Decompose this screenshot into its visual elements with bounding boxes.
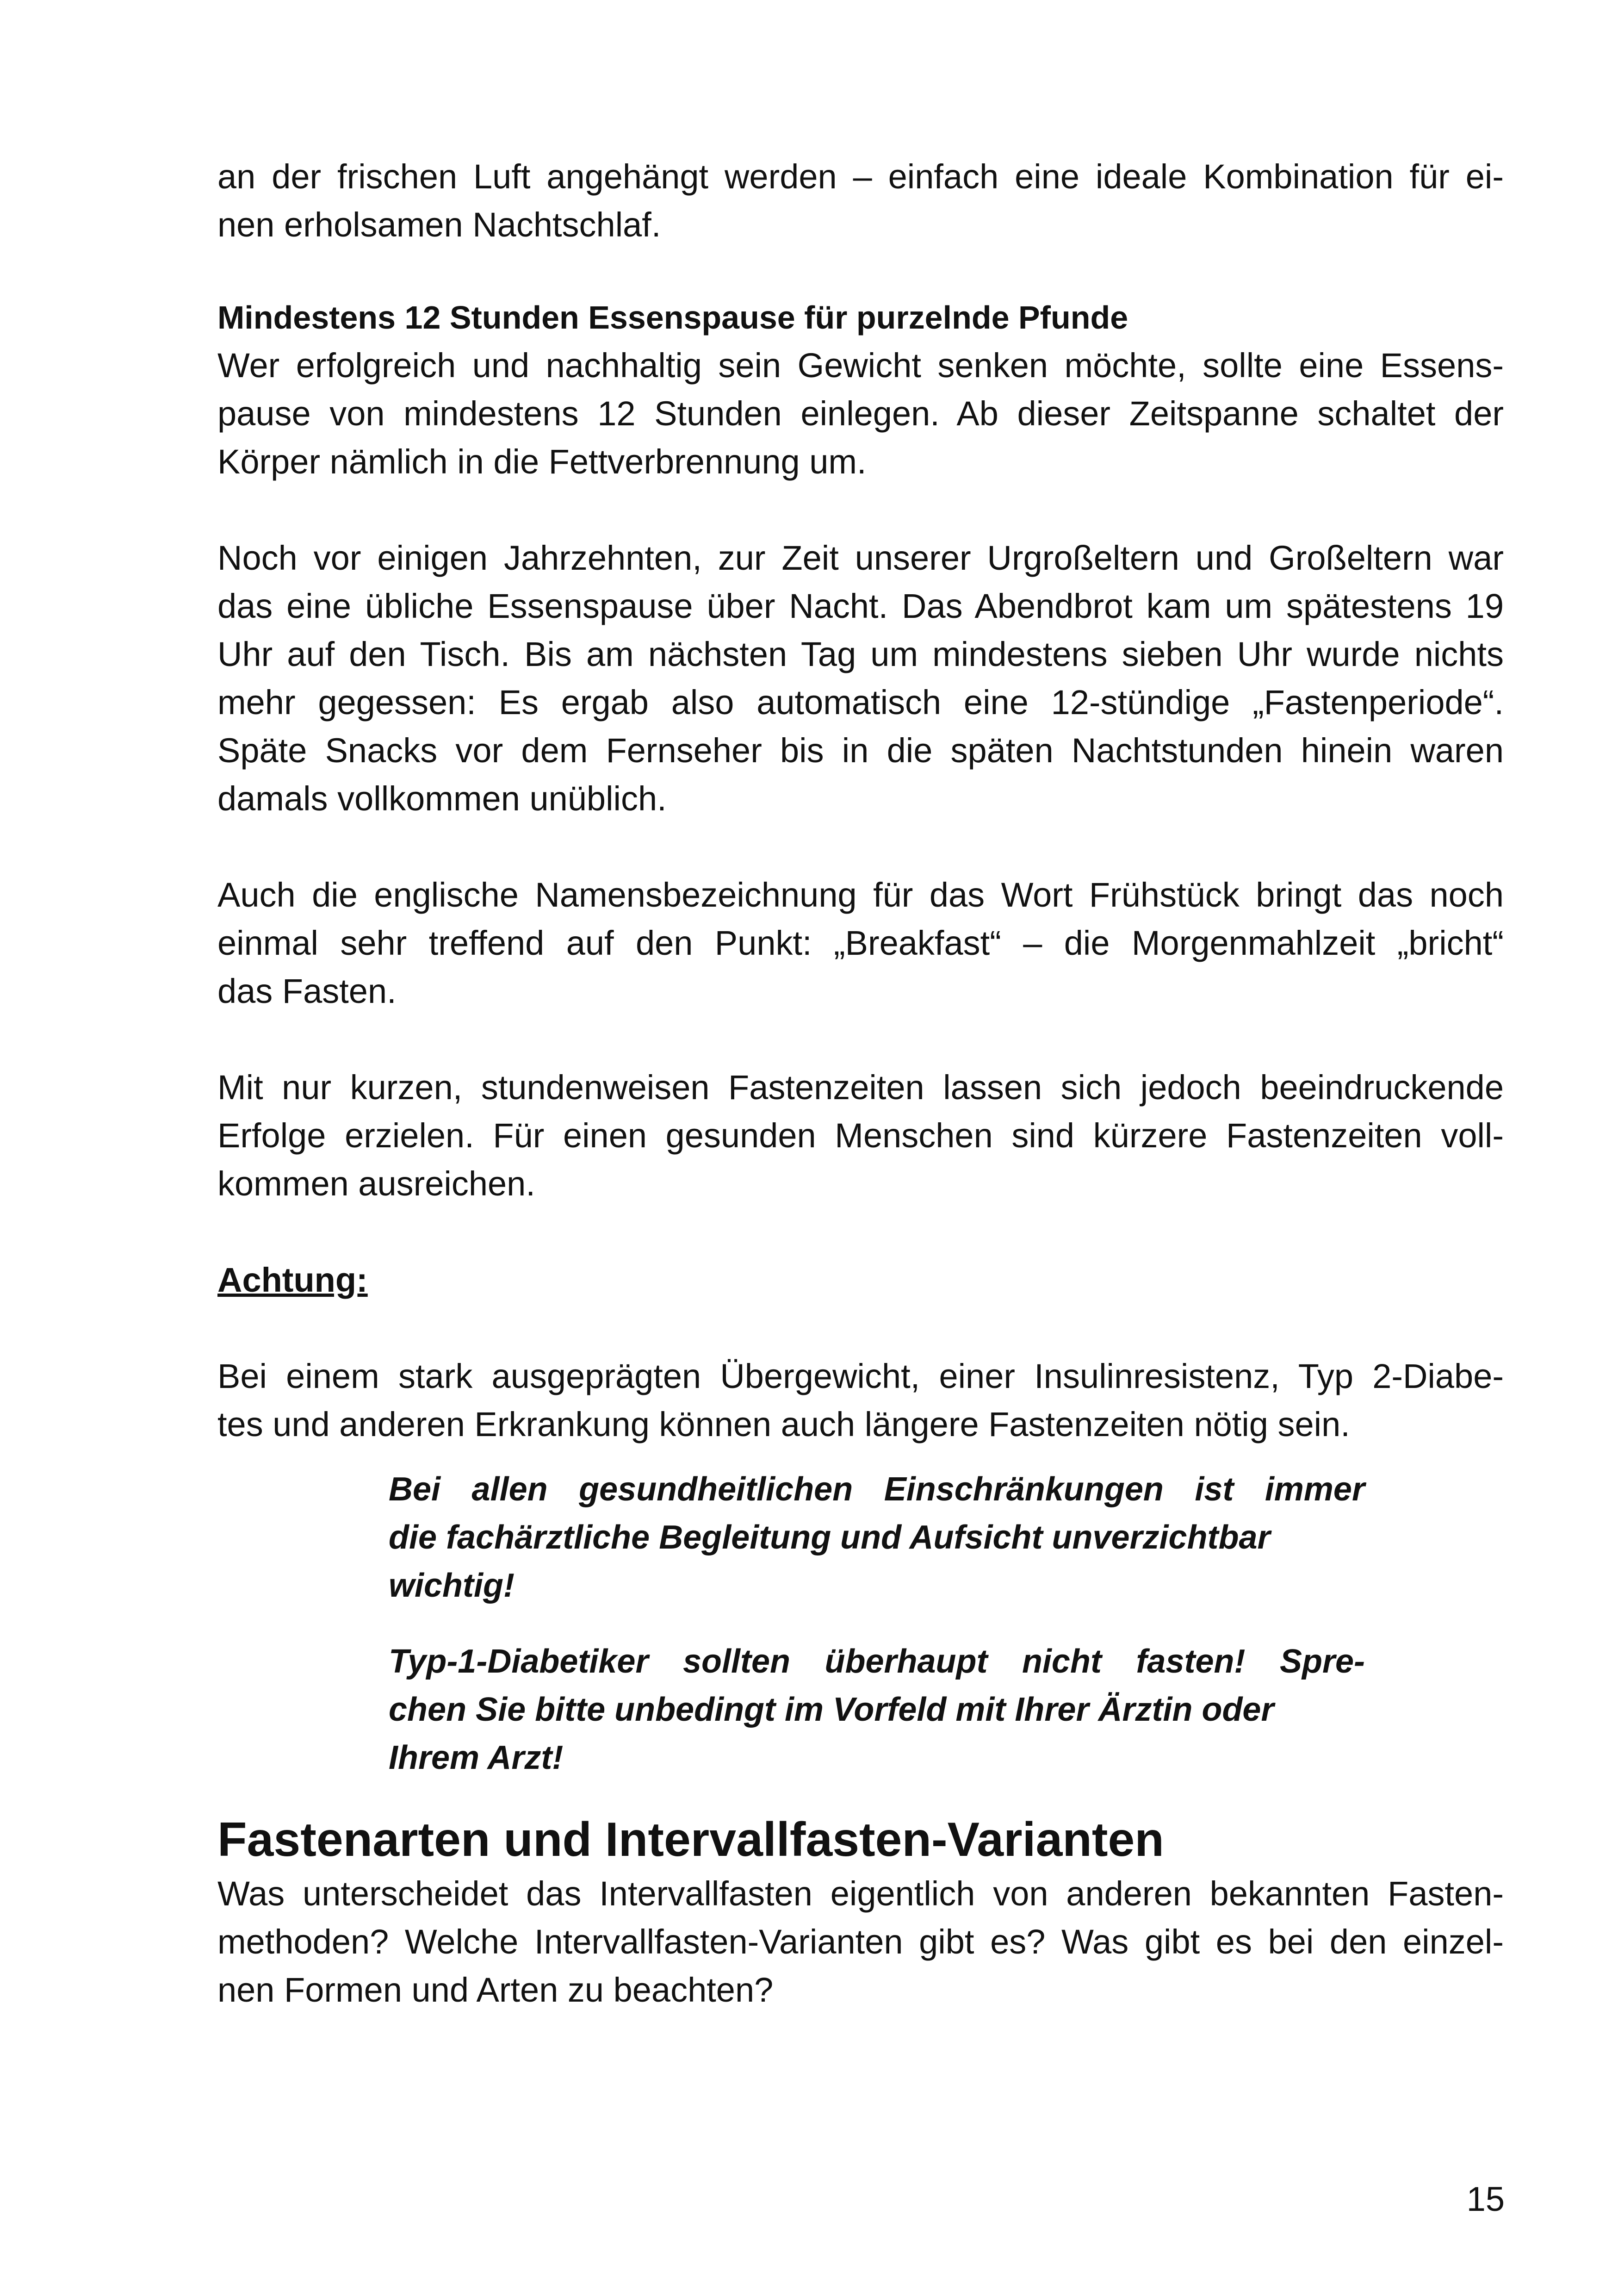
text-line: Typ-1-Diabetiker sollten überhaupt nicht fasten! Spre-	[389, 1643, 1365, 1680]
page-number: 15	[1466, 2180, 1505, 2218]
text-line: chen Sie bitte unbedingt im Vorfeld mit Ihrer Ärztin oder	[389, 1691, 1274, 1728]
subheading: Mindestens 12 Stunden Essenspause für purzelnde Pfunde	[217, 299, 1128, 336]
text-line: pause von mindestens 12 Stunden einlegen. Ab dieser Zeitspanne schaltet der	[217, 394, 1504, 433]
text-line: Mit nur kurzen, stundenweisen Fastenzeiten lassen sich jedoch beeindruckende	[217, 1068, 1504, 1107]
text-line: Uhr auf den Tisch. Bis am nächsten Tag um mindestens sieben Uhr wurde nichts	[217, 635, 1504, 673]
paragraph	[217, 534, 1504, 823]
text-line: Bei allen gesundheitlichen Einschränkungen ist immer	[389, 1471, 1365, 1508]
text-line: das Fasten.	[217, 972, 397, 1010]
text-line: damals vollkommen unüblich.	[217, 779, 667, 818]
text-line: die fachärztliche Begleitung und Aufsicht unverzichtbar	[389, 1519, 1271, 1556]
text-line: an der frischen Luft angehängt werden – einfach eine ideale Kombination für ei-	[217, 157, 1504, 196]
text-line: nen Formen und Arten zu beachten?	[217, 1971, 774, 2009]
text-line: Bei einem stark ausgeprägten Übergewicht, einer Insulinresistenz, Typ 2-Diabe-	[217, 1357, 1504, 1395]
text-line: mehr gegessen: Es ergab also automatisch eine 12-stündige „Fastenperiode“.	[217, 683, 1504, 722]
paragraph	[217, 871, 1504, 1015]
warning-note	[389, 1637, 1365, 1782]
section-heading: Fastenarten und Intervallfasten-Varianten	[217, 1813, 1164, 1867]
paragraph	[217, 1064, 1504, 1208]
text-line: Was unterscheidet das Intervallfasten eigentlich von anderen bekannten Fasten-	[217, 1874, 1504, 1913]
text-line: kommen ausreichen.	[217, 1164, 535, 1203]
text-line: einmal sehr treffend auf den Punkt: „Breakfast“ – die Morgenmahlzeit „bricht“	[217, 924, 1504, 962]
text-line: das eine übliche Essenspause über Nacht. Das Abendbrot kam um spätestens 19	[217, 587, 1504, 625]
text-line: tes und anderen Erkrankung können auch längere Fastenzeiten nötig sein.	[217, 1405, 1350, 1444]
paragraph	[217, 342, 1504, 486]
text-line: methoden? Welche Intervallfasten-Varianten gibt es? Was gibt es bei den einzel-	[217, 1923, 1504, 1961]
paragraph	[217, 1352, 1504, 1449]
text-line: Noch vor einigen Jahrzehnten, zur Zeit unserer Urgroßeltern und Großeltern war	[217, 539, 1504, 577]
warning-label: Achtung:	[217, 1261, 368, 1299]
warning-note	[389, 1465, 1365, 1610]
continuation-paragraph	[217, 153, 1504, 249]
paragraph	[217, 1870, 1504, 2014]
text-line: Erfolge erzielen. Für einen gesunden Menschen sind kürzere Fastenzeiten voll-	[217, 1116, 1504, 1155]
text-line: wichtig!	[389, 1567, 515, 1604]
warning-block	[389, 1465, 1365, 1782]
text-line: Späte Snacks vor dem Fernseher bis in die späten Nachtstunden hinein waren	[217, 731, 1504, 770]
text-line: Wer erfolgreich und nachhaltig sein Gewicht senken möchte, sollte eine Essens-	[217, 346, 1504, 385]
text-line: nen erholsamen Nachtschlaf.	[217, 205, 661, 244]
text-line: Körper nämlich in die Fettverbrennung um.	[217, 442, 867, 481]
text-line: Ihrem Arzt!	[389, 1739, 564, 1776]
text-line: Auch die englische Namensbezeichnung für das Wort Frühstück bringt das noch	[217, 876, 1504, 914]
text-column	[217, 153, 1504, 2014]
